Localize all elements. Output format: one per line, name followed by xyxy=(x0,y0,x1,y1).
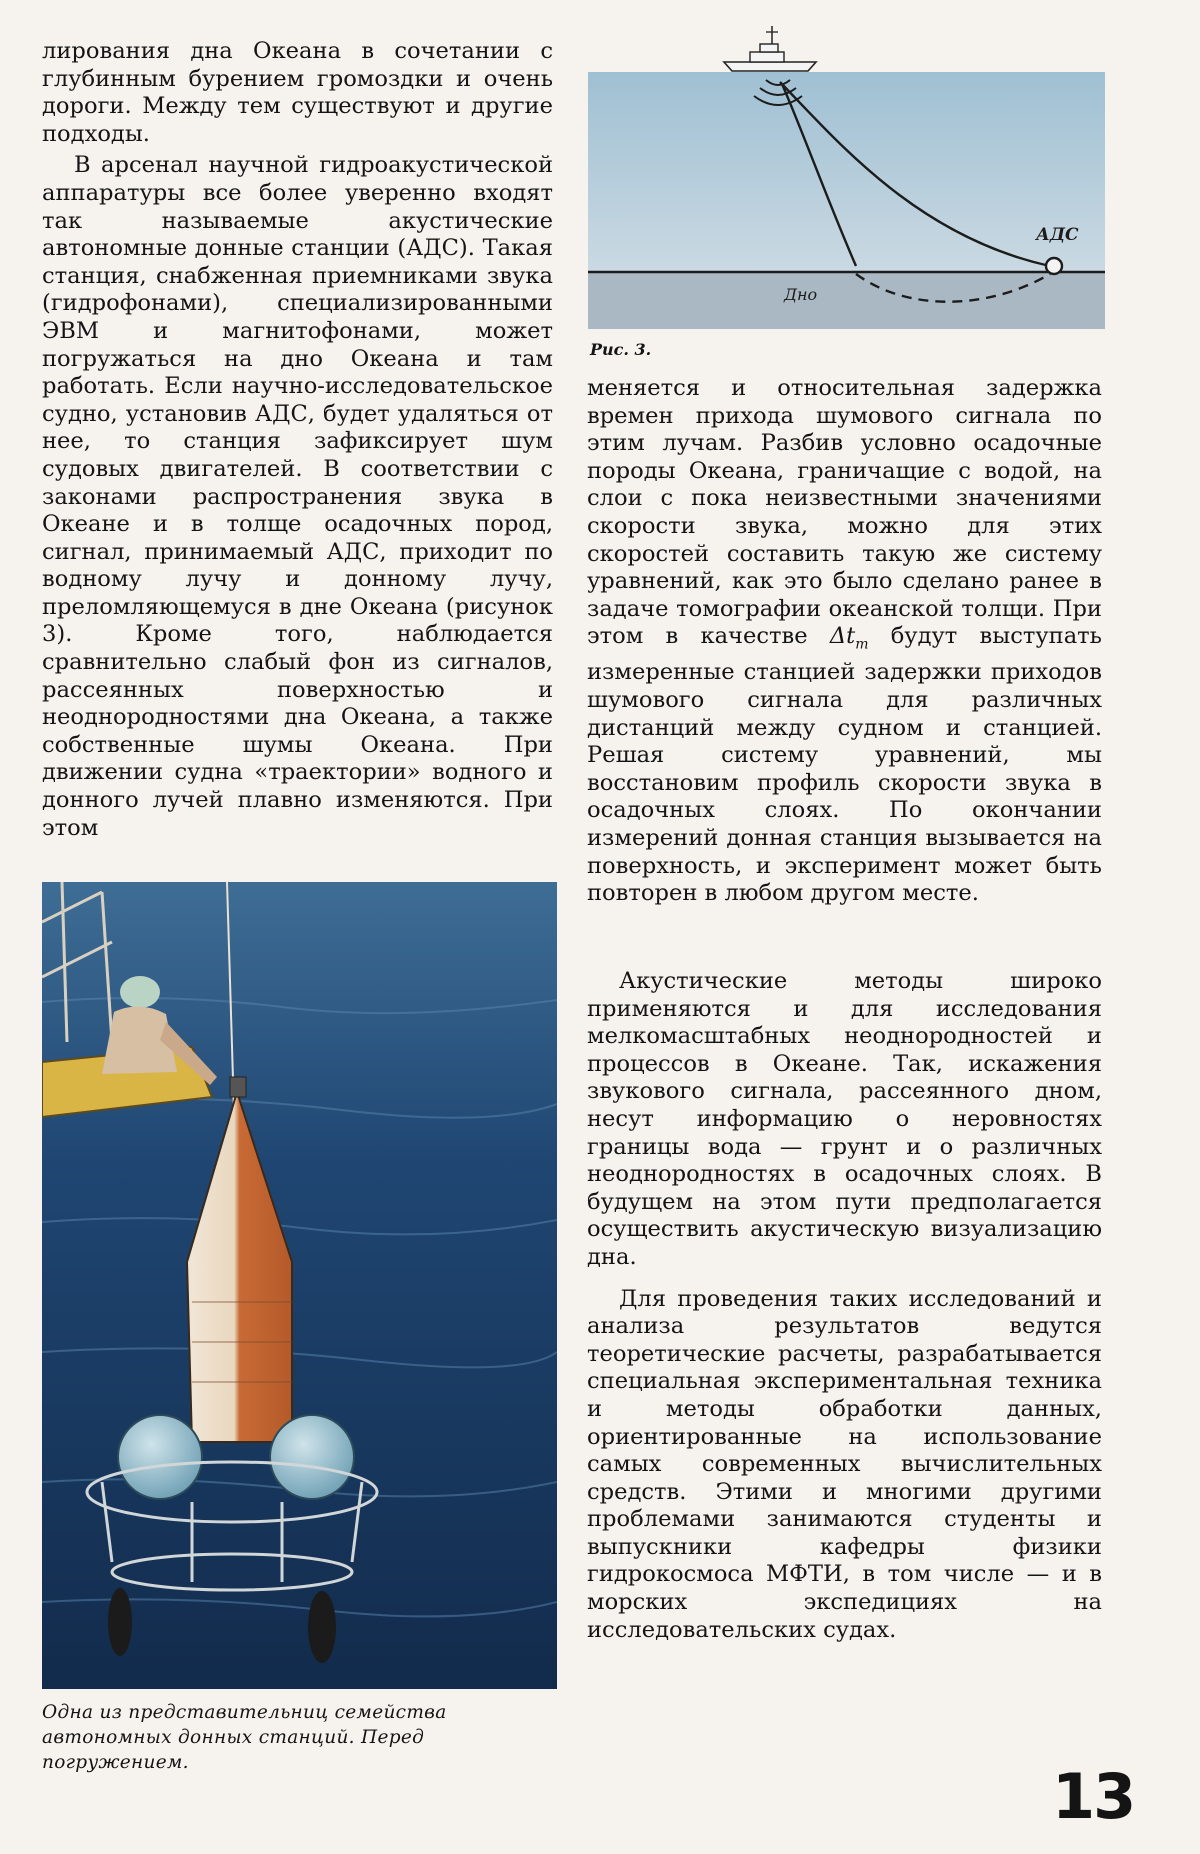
station-label: АДС xyxy=(1036,225,1079,245)
page-number: 13 xyxy=(1052,1760,1135,1833)
figure-diagram xyxy=(588,72,1105,329)
text-span: будут выступать измеренные станцией задержки приходов шумового сигнала для различных дистанций между судном и станцией. Решая систему уравнений, мы восстановим профиль скорости звука в осадочных слоях. По окончании измерений донная станция вызывается на поверхность, и эксперимент может быть повторен в любом другом месте. xyxy=(587,623,1102,907)
bottom-label: Дно xyxy=(784,285,818,304)
photo-caption: Одна из представительниц семейства автономных донных станций. Перед погружением. xyxy=(42,1702,447,1773)
station-photo xyxy=(42,882,557,1689)
formula: $\Delta t_m$ xyxy=(829,623,869,653)
station-marker xyxy=(1046,258,1062,274)
figure-3 xyxy=(588,72,1105,329)
paragraph: Для проведения таких исследований и анализа результатов ведутся теоретические расчеты, разрабатывается специальная экспериментальная техника и методы обработки данных, ориентированные на использование самых современных вычислительных средств. Этими и многими другими проблемами занимаются студенты и выпускники кафедры физики гидрокосмоса МФТИ, в том числе — и в морских экспедициях на исследовательских судах. xyxy=(587,1285,1102,1643)
paragraph: Акустические методы широко применяются и для исследования мелкомасштабных неоднородностей и процессов в Океане. Так, искажения звукового сигнала, рассеянного дном, несут информацию о неровностях границы вода — грунт и о различных неоднородностях в осадочных слоях. В будущем на этом пути предполагается осуществить акустическую визуализацию дна. xyxy=(587,968,1102,1270)
left-column xyxy=(42,38,553,842)
photo-illustration xyxy=(42,882,557,1689)
paragraph: В арсенал научной гидроакустической аппаратуры все более уверенно входят так называемые акустические автономные донные станции (АДС). Такая станция, снабженная приемниками звука (гидрофонами), специализированными ЭВМ и магнитофонами, может погружаться на дно Океана и там работать. Если научно-исследовательское судно, установив АДС, будет удаляться от нее, то станция зафиксирует шум судовых двигателей. В соответствии с законами распространения звука в Океане и в толще осадочных пород, сигнал, принимаемый АДС, приходит по водному лучу и донному лучу, преломляющемуся в дне Океана (рисунок 3). Кроме того, наблюдается сравнительно слабый фон из сигналов, рассеянных поверхностью и неоднородностями дна Океана, а также собственные шумы Океана. При движении судна «траектории» водного и донного лучей плавно изменяются. При этом xyxy=(42,152,553,841)
paragraph xyxy=(587,375,1102,908)
figure-caption: Рис. 3. xyxy=(590,340,652,359)
text-span: меняется и относительная задержка времен прихода шумового сигнала по этим лучам. Разбив условно осадочные породы Океана, граничащие с водой, на слои с пока неизвестными значениями скорости звука, можно для этих скоростей составить такую же систему уравнений, как это было сделано ранее в задаче томографии океанской толщи. При этом в качестве xyxy=(587,375,1102,650)
right-column xyxy=(587,375,1102,908)
paragraph: лирования дна Океана в сочетании с глубинным бурением громоздки и очень дороги. Между тем существуют и другие подходы. xyxy=(42,38,553,147)
seabed-layer xyxy=(588,272,1105,329)
right-column-continued xyxy=(587,968,1102,1644)
ship-icon xyxy=(720,22,820,72)
